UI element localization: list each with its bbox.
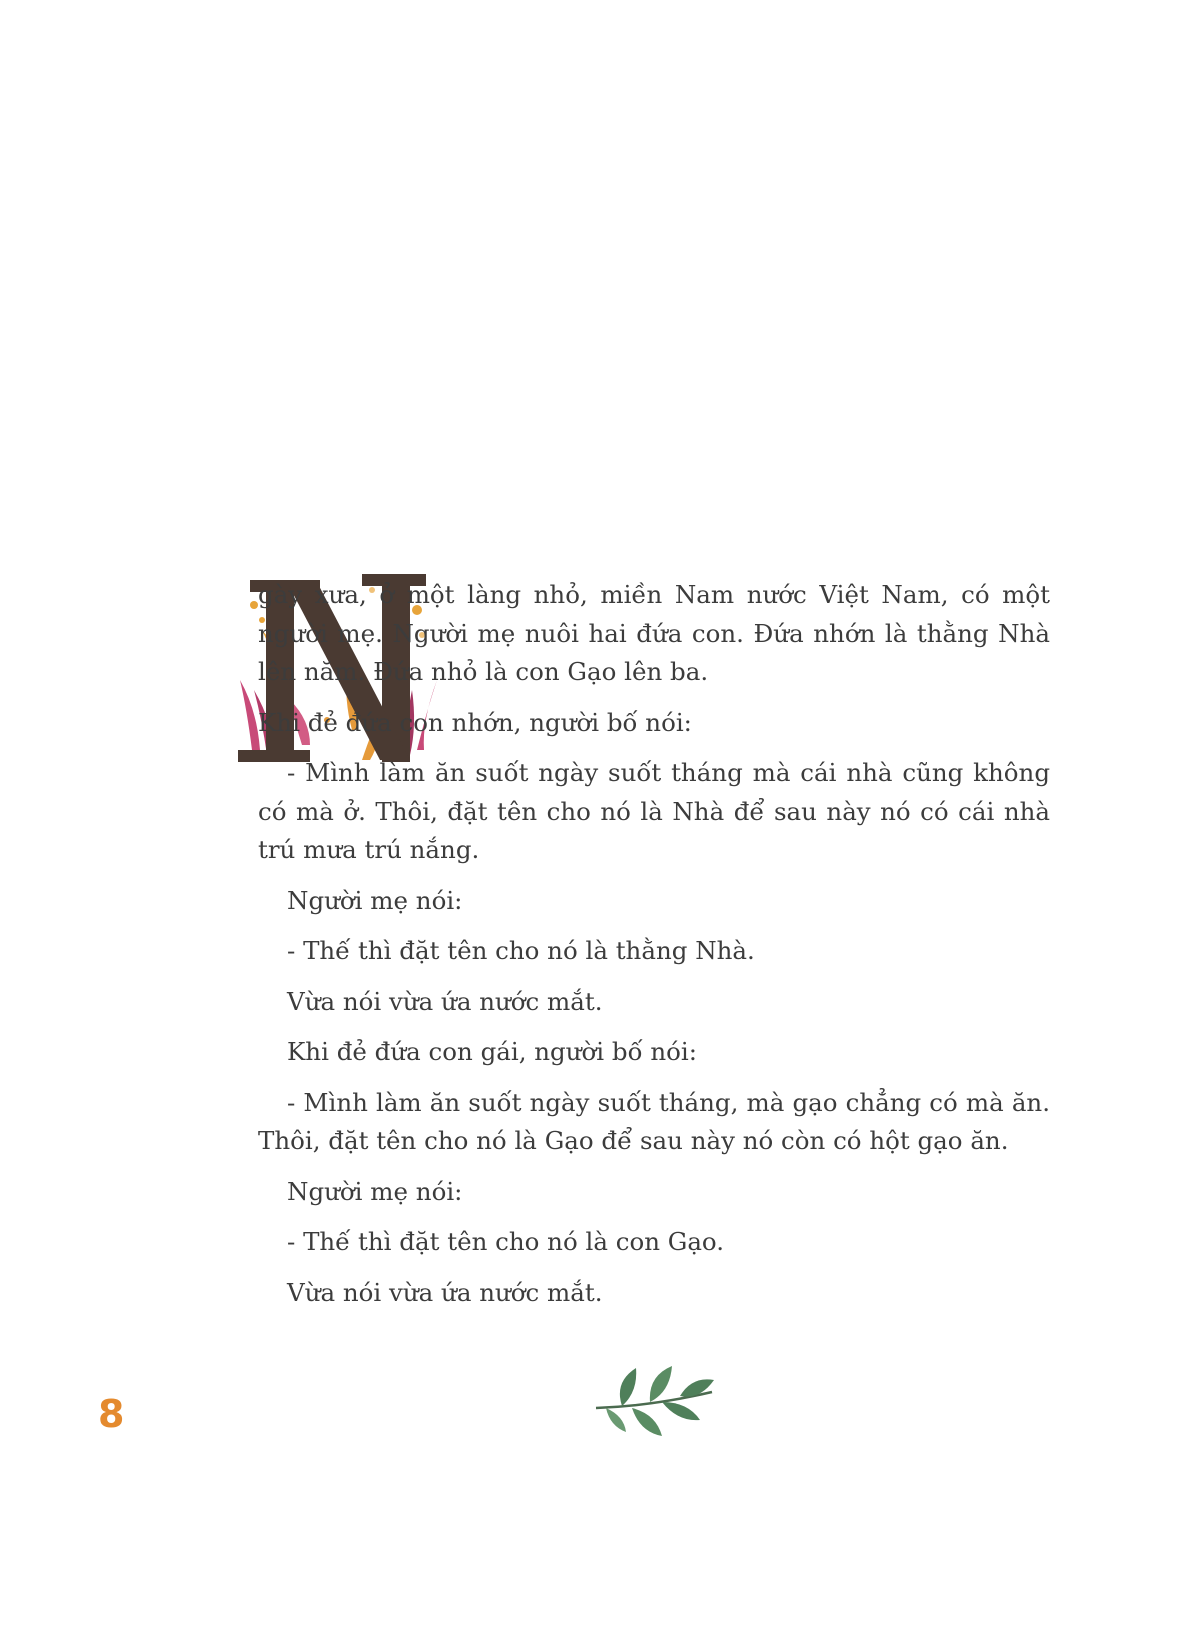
paragraph: Vừa nói vừa ứa nước mắt.	[287, 1277, 603, 1307]
page-number: 8	[98, 1392, 125, 1436]
paragraph: - Mình làm ăn suốt ngày suốt tháng, mà gạo chẳng có mà ăn. Thôi, đặt tên cho nó là Gạo để sau này nó còn có hột gạo ăn.	[258, 1087, 1050, 1155]
paragraph: Người mẹ nói:	[287, 1176, 463, 1206]
paragraph: - Thế thì đặt tên cho nó là thằng Nhà.	[287, 936, 755, 965]
paragraph: Người mẹ nói:	[287, 885, 463, 915]
story-text	[258, 576, 1050, 1324]
leaf-branch-icon	[592, 1362, 718, 1448]
paragraph: - Mình làm ăn suốt ngày suốt tháng mà cái nhà cũng không có mà ở. Thôi, đặt tên cho nó là Nhà để sau này nó có cái nhà trú mưa trú nắng.	[258, 758, 1050, 864]
paragraph: Khi đẻ đứa con nhớn, người bố nói:	[258, 707, 692, 737]
paragraph: Vừa nói vừa ứa nước mắt.	[287, 986, 603, 1016]
paragraph: - Thế thì đặt tên cho nó là con Gạo.	[287, 1227, 725, 1256]
paragraph: Khi đẻ đứa con gái, người bố nói:	[287, 1037, 697, 1066]
paragraph: gày xưa, ở một làng nhỏ, miền Nam nước Việt Nam, có một người mẹ. Người mẹ nuôi hai đứa con. Đứa nhớn là thằng Nhà lên năm. Đứa nhỏ là con Gạo lên ba.	[258, 580, 1050, 686]
